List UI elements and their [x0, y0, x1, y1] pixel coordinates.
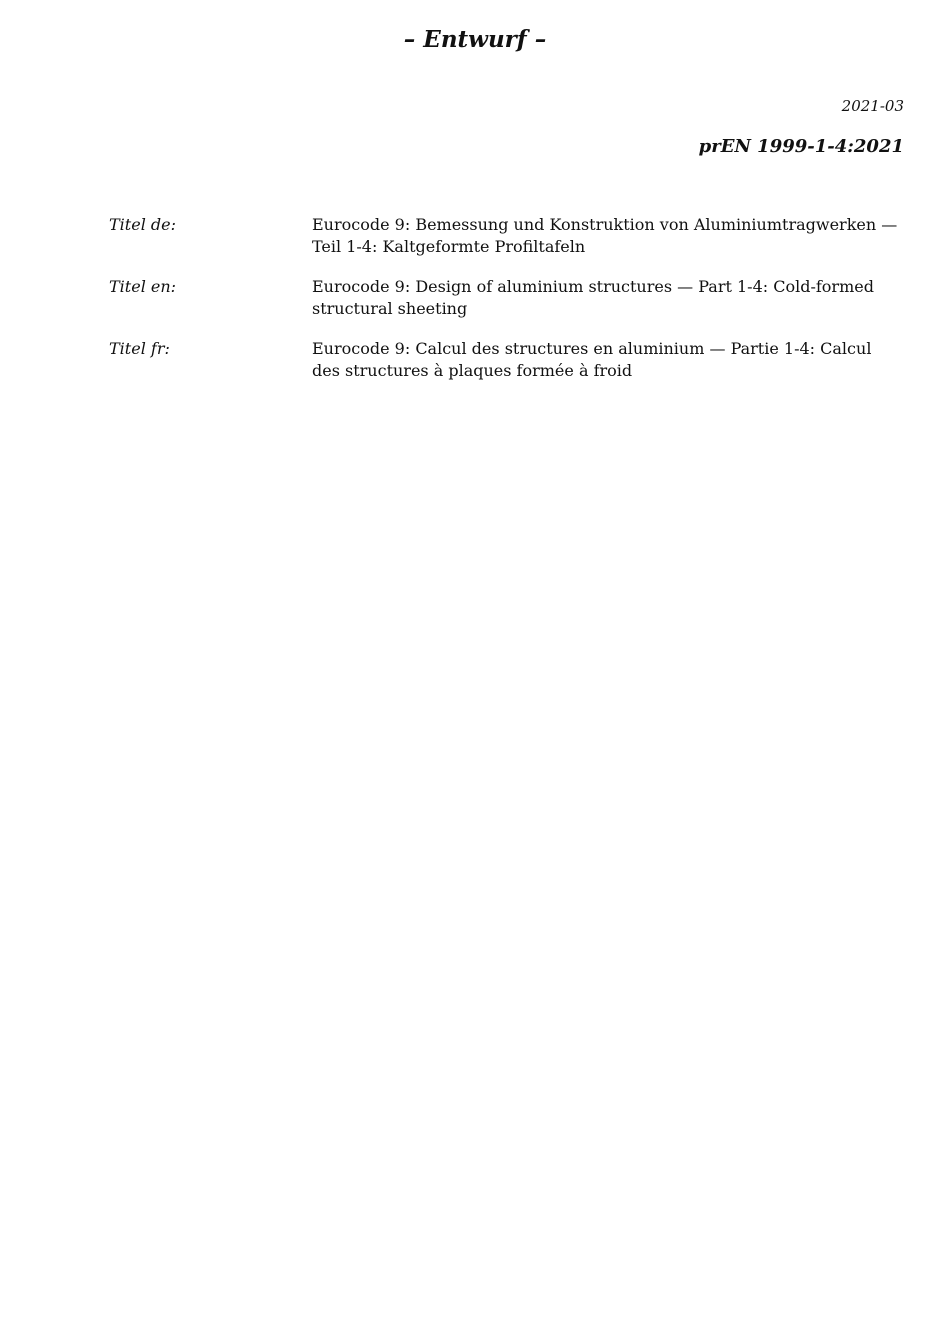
title-label-fr: Titel fr:	[109, 339, 170, 358]
title-row-fr	[109, 338, 904, 382]
title-row-de	[109, 214, 904, 258]
draft-heading: – Entwurf –	[403, 26, 547, 53]
title-label-en: Titel en:	[109, 277, 177, 296]
title-label-de: Titel de:	[109, 215, 176, 234]
title-text-en: Eurocode 9: Design of aluminium structures — Part 1-4: Cold-formed structural sheeting	[312, 277, 874, 318]
title-text-de: Eurocode 9: Bemessung und Konstruktion von Aluminiumtragwerken — Teil 1-4: Kaltgeformte Profiltafeln	[312, 215, 898, 256]
title-row-en	[109, 276, 904, 320]
document-number: prEN 1999-1-4:2021	[698, 136, 904, 157]
document-date: 2021-03	[841, 97, 904, 115]
title-text-fr: Eurocode 9: Calcul des structures en aluminium — Partie 1-4: Calcul des structures à plaques formée à froid	[312, 339, 872, 380]
titles-table	[109, 214, 904, 400]
